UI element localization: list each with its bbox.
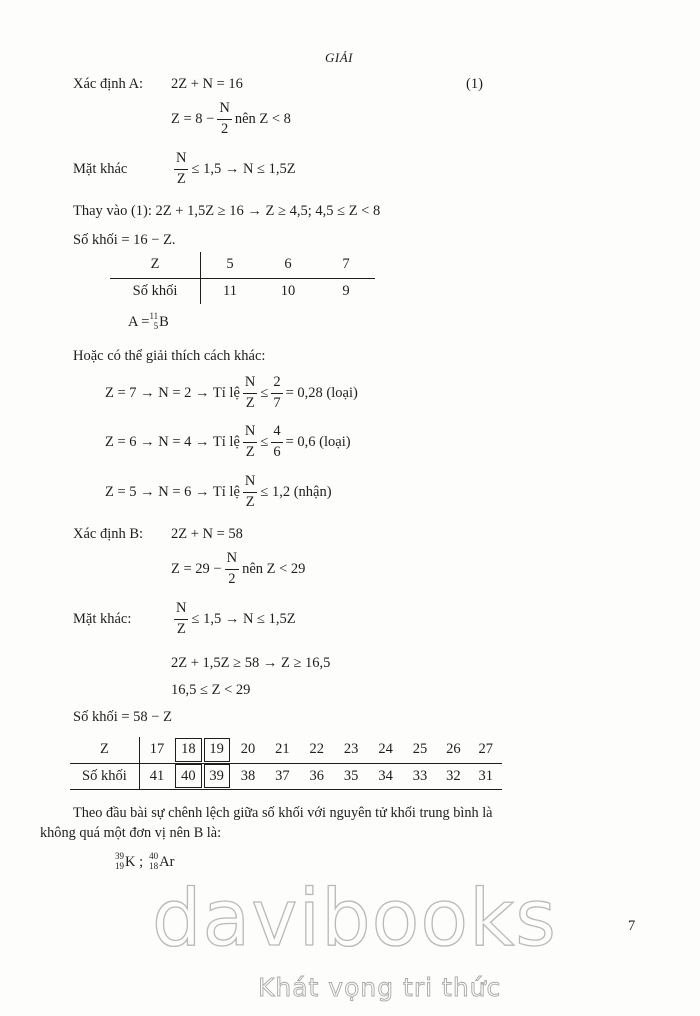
table-cell-boxed: 18 — [174, 737, 202, 763]
part-a-result: A = 11 5 B — [128, 311, 169, 331]
part-a-matkhac-label: Mặt khác — [73, 161, 128, 177]
fraction-n-over-2: $\frac{N}{2}$ — [219, 100, 230, 137]
table-cell: 22 — [309, 741, 325, 758]
table-cell: 41 — [149, 767, 165, 784]
fraction-n-over-z: $\frac{N}{Z}$ — [176, 150, 187, 187]
table-header-z: Z — [70, 737, 139, 763]
fraction-n-over-2: $\frac{N}{2}$ — [226, 550, 238, 587]
page-number: 7 — [628, 918, 636, 934]
table-cell: 23 — [343, 741, 359, 758]
table-cell: 34 — [378, 767, 393, 784]
isotope-boron: 11 5 B — [149, 311, 169, 331]
table-header-mass-number: Số khối — [110, 278, 201, 304]
table-row — [70, 737, 502, 763]
table-cell: 6 — [284, 256, 292, 273]
alt-line-z6: Z = 6 → N = 4 → Tỉ lệ $\frac{N}{Z}$ ≤ $\frac{4}{6}$ = 0,6 (loại) — [105, 423, 351, 460]
table-cell: 35 — [343, 767, 359, 784]
table-cell: 37 — [275, 767, 290, 784]
table-cell: 36 — [309, 767, 325, 784]
fraction-4-over-6: $\frac{4}{6}$ — [273, 423, 281, 460]
conclusion-line-1: Theo đầu bài sự chênh lệch giữa số khối với nguyên tử khối trung bình là — [73, 805, 493, 821]
part-b-table — [70, 737, 502, 790]
part-a-label: Xác định A: — [73, 76, 144, 92]
solution-heading: GIẢI — [325, 50, 353, 65]
part-a-equation-1: 2Z + N = 16 — [171, 76, 243, 92]
watermark-brand: davibooks — [152, 874, 557, 964]
isotope-potassium: 39 19 K — [115, 851, 136, 871]
table-cell: 10 — [280, 282, 296, 299]
table-cell: 5 — [226, 256, 234, 273]
watermark-tagline: Khát vọng tri thức — [258, 973, 502, 1002]
table-cell: 11 — [223, 282, 237, 299]
part-a-mass-number-formula: Số khối = 16 − Z. — [73, 232, 176, 248]
part-b-result: 39 19 K ; 40 18 Ar — [115, 851, 175, 871]
part-b-inequality-2: 16,5 ≤ Z < 29 — [171, 682, 251, 698]
part-b-inequality-1: 2Z + 1,5Z ≥ 58 → Z ≥ 16,5 — [171, 655, 331, 671]
table-cell: 31 — [478, 767, 493, 784]
table-cell-boxed: 19 — [203, 737, 231, 763]
table-cell: 24 — [378, 741, 393, 758]
table-cell: 26 — [446, 741, 461, 758]
conclusion-line-2: không quá một đơn vị nên B là: — [40, 825, 222, 841]
table-cell: 17 — [149, 741, 165, 758]
table-row — [70, 763, 502, 789]
alt-line-z5: Z = 5 → N = 6 → Tỉ lệ $\frac{N}{Z}$ ≤ 1,2 (nhận) — [105, 473, 332, 510]
part-a-equation-2: Z = 8 − $\frac{N}{2}$ nên Z < 8 — [171, 100, 291, 137]
table-cell: 38 — [240, 767, 256, 784]
fraction-n-over-z: $\frac{N}{Z}$ — [244, 473, 256, 510]
part-a-table — [110, 252, 375, 304]
isotope-argon: 40 18 Ar — [149, 851, 175, 871]
fraction-n-over-z: $\frac{N}{Z}$ — [176, 600, 187, 637]
table-cell: 27 — [478, 741, 493, 758]
fraction-n-over-z: $\frac{N}{Z}$ — [244, 374, 256, 411]
part-b-equation-2: Z = 29 − $\frac{N}{2}$ nên Z < 29 — [171, 550, 306, 587]
part-b-label: Xác định B: — [73, 526, 144, 542]
alternative-intro: Hoặc có thể giải thích cách khác: — [73, 348, 266, 364]
table-row — [110, 278, 375, 304]
part-a-substitution: Thay vào (1): 2Z + 1,5Z ≥ 16 → Z ≥ 4,5; 4,5 ≤ Z < 8 — [73, 203, 381, 219]
table-cell: 25 — [412, 741, 428, 758]
table-cell: 32 — [446, 767, 461, 784]
table-header-z: Z — [110, 252, 201, 278]
table-cell: 21 — [275, 741, 290, 758]
table-cell-boxed: 39 — [203, 763, 231, 789]
part-b-equation-1: 2Z + N = 58 — [171, 526, 243, 542]
table-row — [110, 252, 375, 278]
alt-line-z7: Z = 7 → N = 2 → Tỉ lệ $\frac{N}{Z}$ ≤ $\frac{2}{7}$ = 0,28 (loại) — [105, 374, 358, 411]
equation-tag-1: (1) — [466, 76, 483, 92]
part-b-matkhac-label: Mặt khác: — [73, 611, 132, 627]
table-cell: 9 — [342, 282, 350, 299]
table-cell: 7 — [342, 256, 350, 273]
part-b-ratio-inequality: $\frac{N}{Z}$ ≤ 1,5 → N ≤ 1,5Z — [176, 600, 296, 637]
table-cell: 20 — [240, 741, 256, 758]
table-cell: 33 — [412, 767, 428, 784]
fraction-2-over-7: $\frac{2}{7}$ — [273, 374, 281, 411]
fraction-n-over-z: $\frac{N}{Z}$ — [244, 423, 256, 460]
table-cell-boxed: 40 — [174, 763, 202, 789]
table-header-mass-number: Số khối — [70, 763, 139, 789]
part-b-mass-number-formula: Số khối = 58 − Z — [73, 709, 172, 725]
part-a-ratio-inequality: $\frac{N}{Z}$ ≤ 1,5 → N ≤ 1,5Z — [176, 150, 296, 187]
